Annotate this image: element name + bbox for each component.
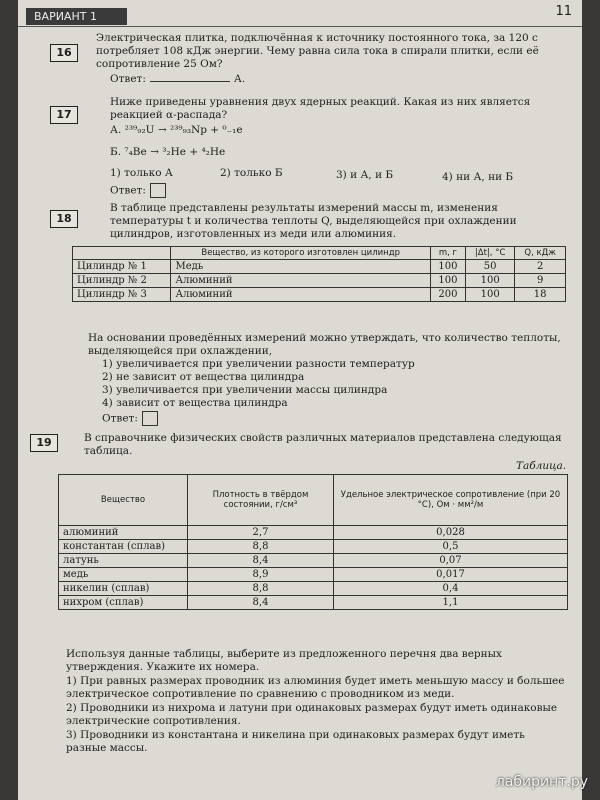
- table-cell: 8,8: [188, 582, 334, 596]
- table-cell: 2,7: [188, 526, 334, 540]
- table-cell: 0,4: [333, 582, 567, 596]
- table-row: [59, 540, 568, 554]
- answer-label: Ответ:: [102, 412, 138, 425]
- table-row: [73, 288, 566, 302]
- q18-option-2: 2) не зависит от вещества цилиндра: [102, 371, 305, 383]
- table-cell: нихром (сплав): [59, 596, 188, 610]
- statement-2: 2) Проводники из нихрома и латуни при одинаковых размерах будут иметь одинаковые электрические сопротивления.: [66, 702, 558, 727]
- answer-field[interactable]: [150, 72, 230, 82]
- measurement-table: [72, 246, 566, 302]
- table-header: |Δt|, °С: [466, 247, 515, 260]
- table-cell: Цилиндр № 2: [73, 274, 171, 288]
- reaction-a: А. ²³⁹₉₂U → ²³⁹₉₃Np + ⁰₋₁e: [110, 124, 243, 136]
- question-number-19: 19: [30, 434, 58, 452]
- table-header: m, г: [430, 247, 465, 260]
- table-header-row: [73, 247, 566, 260]
- q18-option-3: 3) увеличивается при увеличении массы цилиндра: [102, 384, 388, 396]
- table-cell: 8,9: [188, 568, 334, 582]
- table-cell: 0,07: [333, 554, 567, 568]
- table-header: Вещество, из которого изготовлен цилиндр: [171, 247, 430, 260]
- question-16-answer: [110, 72, 410, 86]
- question-19-text: В справочнике физических свойств различных материалов представлена следующая таблица.: [84, 432, 562, 457]
- table-header: Удельное электрическое сопротивление (при 20 °С), Ом · мм²/м: [333, 475, 567, 526]
- statement-1: 1) При равных размерах проводник из алюминия будет иметь меньшую массу и большее электрическое сопротивление по сравнению с проводником из меди.: [66, 675, 565, 700]
- q17-option-2: 2) только Б: [220, 167, 283, 179]
- table-cell: 100: [430, 260, 465, 274]
- question-17-text: Ниже приведены уравнения двух ядерных реакций. Какая из них является реакцией α-распада?: [110, 96, 531, 121]
- table-cell: 100: [466, 288, 515, 302]
- table-cell: 8,4: [188, 554, 334, 568]
- table-header: Q, кДж: [515, 247, 566, 260]
- question-19-instruction: Используя данные таблицы, выберите из предложенного перечня два верных утверждения. Укажите их номера.: [66, 648, 502, 673]
- reaction-b: Б. ⁷₄Be → ³₂He + ⁴₂He: [110, 146, 226, 158]
- question-18-text: В таблице представлены результаты измерений массы m, изменения температуры t и количества теплоты Q, выделяющейся при охлаждении цилиндров, изготовленных из меди или алюминия.: [110, 202, 517, 240]
- variant-label: ВАРИАНТ 1: [26, 8, 127, 25]
- table-row: [59, 568, 568, 582]
- table-cell: 50: [466, 260, 515, 274]
- table-cell: Алюминий: [171, 288, 430, 302]
- table-cell: 2: [515, 260, 566, 274]
- table-row: [59, 582, 568, 596]
- table-header-row: [59, 475, 568, 526]
- table-cell: 8,8: [188, 540, 334, 554]
- question-18-answer: [102, 411, 158, 426]
- question-number-17: 17: [50, 106, 78, 124]
- materials-table: [58, 474, 568, 610]
- table-header: Плотность в твёрдом состоянии, г/см³: [188, 475, 334, 526]
- table-cell: Медь: [171, 260, 430, 274]
- table-cell: 200: [430, 288, 465, 302]
- question-number-16: 16: [50, 44, 78, 62]
- table-cell: 18: [515, 288, 566, 302]
- table-row: [59, 554, 568, 568]
- table-row: [73, 274, 566, 288]
- table-cell: никелин (сплав): [59, 582, 188, 596]
- table-row: [73, 260, 566, 274]
- table-header: Вещество: [59, 475, 188, 526]
- page-number: 11: [555, 4, 572, 19]
- table-cell: 1,1: [333, 596, 567, 610]
- table-cell: 0,028: [333, 526, 567, 540]
- q18-option-1: 1) увеличивается при увеличении разности температур: [102, 358, 415, 370]
- page-header: [18, 0, 582, 27]
- table-cell: латунь: [59, 554, 188, 568]
- watermark: лабиринт.ру: [495, 774, 588, 790]
- table-row: [59, 526, 568, 540]
- answer-label: Ответ:: [110, 73, 146, 85]
- q17-option-1: 1) только А: [110, 167, 173, 179]
- question-16-text: Электрическая плитка, подключённая к источнику постоянного тока, за 120 с потребляет 108 кДж энергии. Чему равна сила тока в спирали плитки, если её сопротивление 25 Ом?: [96, 32, 539, 70]
- table-cell: медь: [59, 568, 188, 582]
- table-cell: 0,5: [333, 540, 567, 554]
- answer-box[interactable]: [142, 411, 158, 426]
- table-cell: 100: [430, 274, 465, 288]
- answer-label: Ответ:: [110, 184, 146, 197]
- table-cell: 100: [466, 274, 515, 288]
- q17-option-4: 4) ни А, ни Б: [442, 171, 514, 183]
- table-cell: Алюминий: [171, 274, 430, 288]
- table-caption: Таблица.: [516, 460, 567, 472]
- q17-option-3: 3) и А, и Б: [336, 169, 394, 181]
- table-cell: 8,4: [188, 596, 334, 610]
- table-header: [73, 247, 171, 260]
- q18-option-4: 4) зависит от вещества цилиндра: [102, 397, 288, 409]
- workbook-page: [18, 0, 582, 800]
- table-cell: 0,017: [333, 568, 567, 582]
- table-cell: Цилиндр № 1: [73, 260, 171, 274]
- question-18-lead: На основании проведённых измерений можно утверждать, что количество теплоты, выделяющейся при охлаждении,: [88, 332, 561, 357]
- answer-box[interactable]: [150, 183, 166, 198]
- statement-3: 3) Проводники из константана и никелина при одинаковых размерах будут иметь разные массы.: [66, 729, 525, 754]
- question-17-answer: [110, 183, 166, 198]
- table-cell: алюминий: [59, 526, 188, 540]
- answer-unit: А.: [233, 73, 246, 85]
- table-cell: константан (сплав): [59, 540, 188, 554]
- table-cell: 9: [515, 274, 566, 288]
- table-cell: Цилиндр № 3: [73, 288, 171, 302]
- table-row: [59, 596, 568, 610]
- question-number-18: 18: [50, 210, 78, 228]
